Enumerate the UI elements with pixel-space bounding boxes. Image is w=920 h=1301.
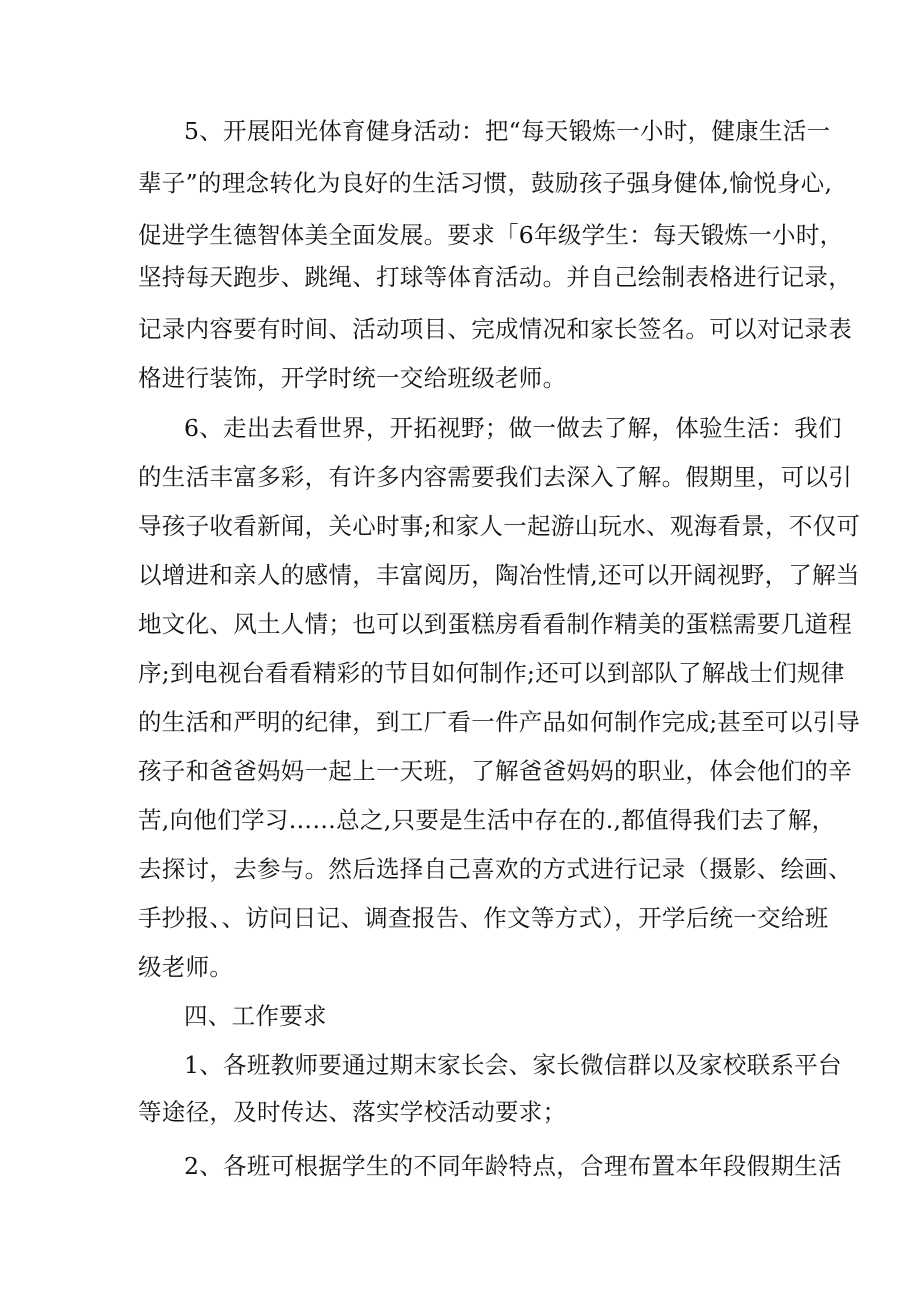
paragraph-5-line-5: 记录内容要有时间、活动项目、完成情况和家长签名。可以对记录表: [138, 315, 852, 343]
paragraph-6-line-3: 导孩子收看新闻，关心时事;和家人一起游山玩水、观海看景，不仅可: [138, 512, 861, 540]
paragraph-5-line-2: 辈子”的理念转化为良好的生活习惯，鼓励孩子强身健体,愉悦身心,: [138, 169, 833, 197]
section-heading: 四、工作要求: [184, 1002, 327, 1030]
paragraph-5-line-6: 格进行装饰，开学时统一交给班级老师。: [138, 364, 567, 392]
requirement-1-line-1: 1、各班教师要通过期末家长会、家长微信群以及家校联系平台: [184, 1051, 842, 1079]
paragraph-6-line-4: 以增进和亲人的感情，丰富阅历，陶冶性情,还可以开阔视野，了解当: [138, 561, 860, 589]
paragraph-6-line-9: 苦,向他们学习……总之,只要是生活中存在的.,都值得我们去了解，: [138, 806, 836, 834]
paragraph-6-line-7: 的生活和严明的纪律，到工厂看一件产品如何制作完成;甚至可以引导: [138, 708, 861, 736]
requirement-1-line-2: 等途径，及时传达、落实学校活动要求；: [138, 1098, 567, 1126]
paragraph-6-line-11: 手抄报、、访问日记、调查报告、作文等方式），开学后统一交给班: [138, 904, 829, 932]
paragraph-6-line-1: 6、走出去看世界，开拓视野；做一做去了解，体验生活：我们: [184, 414, 842, 442]
paragraph-6-line-10: 去探讨，去参与。然后选择自己喜欢的方式进行记录（摄影、绘画、: [138, 855, 852, 883]
paragraph-6-line-8: 孩子和爸爸妈妈一起上一天班，了解爸爸妈妈的职业，体会他们的辛: [138, 757, 852, 785]
paragraph-5-line-3: 促进学生德智体美全面发展。要求「6年级学生：每天锻炼一小时，: [138, 221, 844, 249]
paragraph-6-line-12: 级老师。: [138, 953, 234, 981]
paragraph-5-line-4: 坚持每天跑步、跳绳、打球等体育活动。并自己绘制表格进行记录，: [138, 263, 852, 291]
paragraph-5-line-1: 5、开展阳光体育健身活动：把“每天锻炼一小时，健康生活一: [184, 117, 831, 145]
paragraph-6-line-6: 序;到电视台看看精彩的节目如何制作;还可以到部队了解战士们规律: [138, 659, 845, 687]
paragraph-6-line-5: 地文化、风土人情；也可以到蛋糕房看看制作精美的蛋糕需要几道程: [138, 610, 852, 638]
requirement-2-line-1: 2、各班可根据学生的不同年龄特点，合理布置本年段假期生活: [184, 1152, 842, 1180]
paragraph-6-line-2: 的生活丰富多彩，有许多内容需要我们去深入了解。假期里，可以引: [138, 463, 852, 491]
